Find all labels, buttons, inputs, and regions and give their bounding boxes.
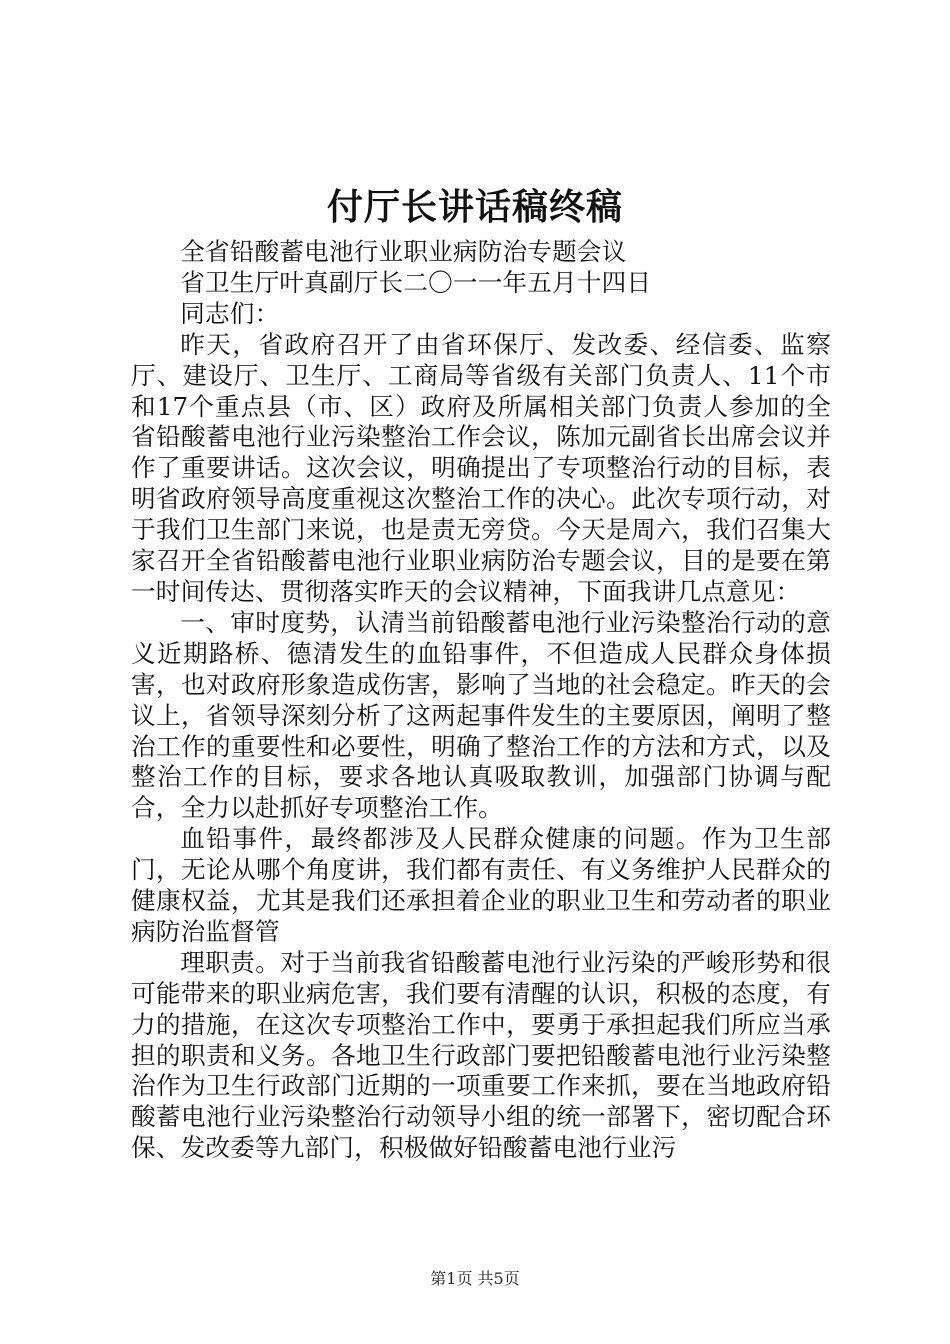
- body-paragraph: 理职责。对于当前我省铅酸蓄电池行业污染的严峻形势和很可能带来的职业病危害，我们要有清醒的认识，积极的态度，有力的措施，在这次专项整治工作中，要勇于承担起我们所应当承担的职责和义务。各地卫生行政部门要把铅酸蓄电池行业污染整治作为卫生行政部门近期的一项重要工作来抓，要在当地政府铅酸蓄电池行业污染整治行动领导小组的统一部署下，密切配合环保、发改委等九部门，积极做好铅酸蓄电池行业污: [131, 947, 831, 1163]
- page-footer: 第1页 共5页: [430, 1269, 520, 1288]
- body-paragraph: 血铅事件，最终都涉及人民群众健康的问题。作为卫生部门，无论从哪个角度讲，我们都有责任、有义务维护人民群众的健康权益，尤其是我们还承担着企业的职业卫生和劳动者的职业病防治监督管: [131, 824, 831, 946]
- document-body: [131, 237, 831, 1164]
- body-paragraph: 昨天，省政府召开了由省环保厅、发改委、经信委、监察厅、建设厅、卫生厅、工商局等省级有关部门负责人、11个市和17个重点县（市、区）政府及所属相关部门负责人参加的全省铅酸蓄电池行业污染整治工作会议，陈加元副省长出席会议并作了重要讲话。这次会议，明确提出了专项整治行动的目标，表明省政府领导高度重视这次整治工作的决心。此次专项行动，对于我们卫生部门来说，也是责无旁贷。今天是周六，我们召集大家召开全省铅酸蓄电池行业职业病防治专题会议，目的是要在第一时间传达、贯彻落实昨天的会议精神，下面我讲几点意见：: [131, 329, 831, 606]
- body-paragraph: 一、审时度势，认清当前铅酸蓄电池行业污染整治行动的意义近期路桥、德清发生的血铅事件，不但造成人民群众身体损害，也对政府形象造成伤害，影响了当地的社会稳定。昨天的会议上，省领导深刻分析了这两起事件发生的主要原因，阐明了整治工作的重要性和必要性，明确了整治工作的方法和方式，以及整治工作的目标，要求各地认真吸取教训，加强部门协调与配合，全力以赴抓好专项整治工作。: [131, 607, 831, 823]
- salutation-line: 同志们：: [180, 298, 280, 328]
- document-title: 付厅长讲话稿终稿: [326, 186, 623, 228]
- speaker-date-line: 省卫生厅叶真副厅长二〇一一年五月十四日: [180, 267, 652, 297]
- meeting-name-line: 全省铅酸蓄电池行业职业病防治专题会议: [180, 237, 627, 266]
